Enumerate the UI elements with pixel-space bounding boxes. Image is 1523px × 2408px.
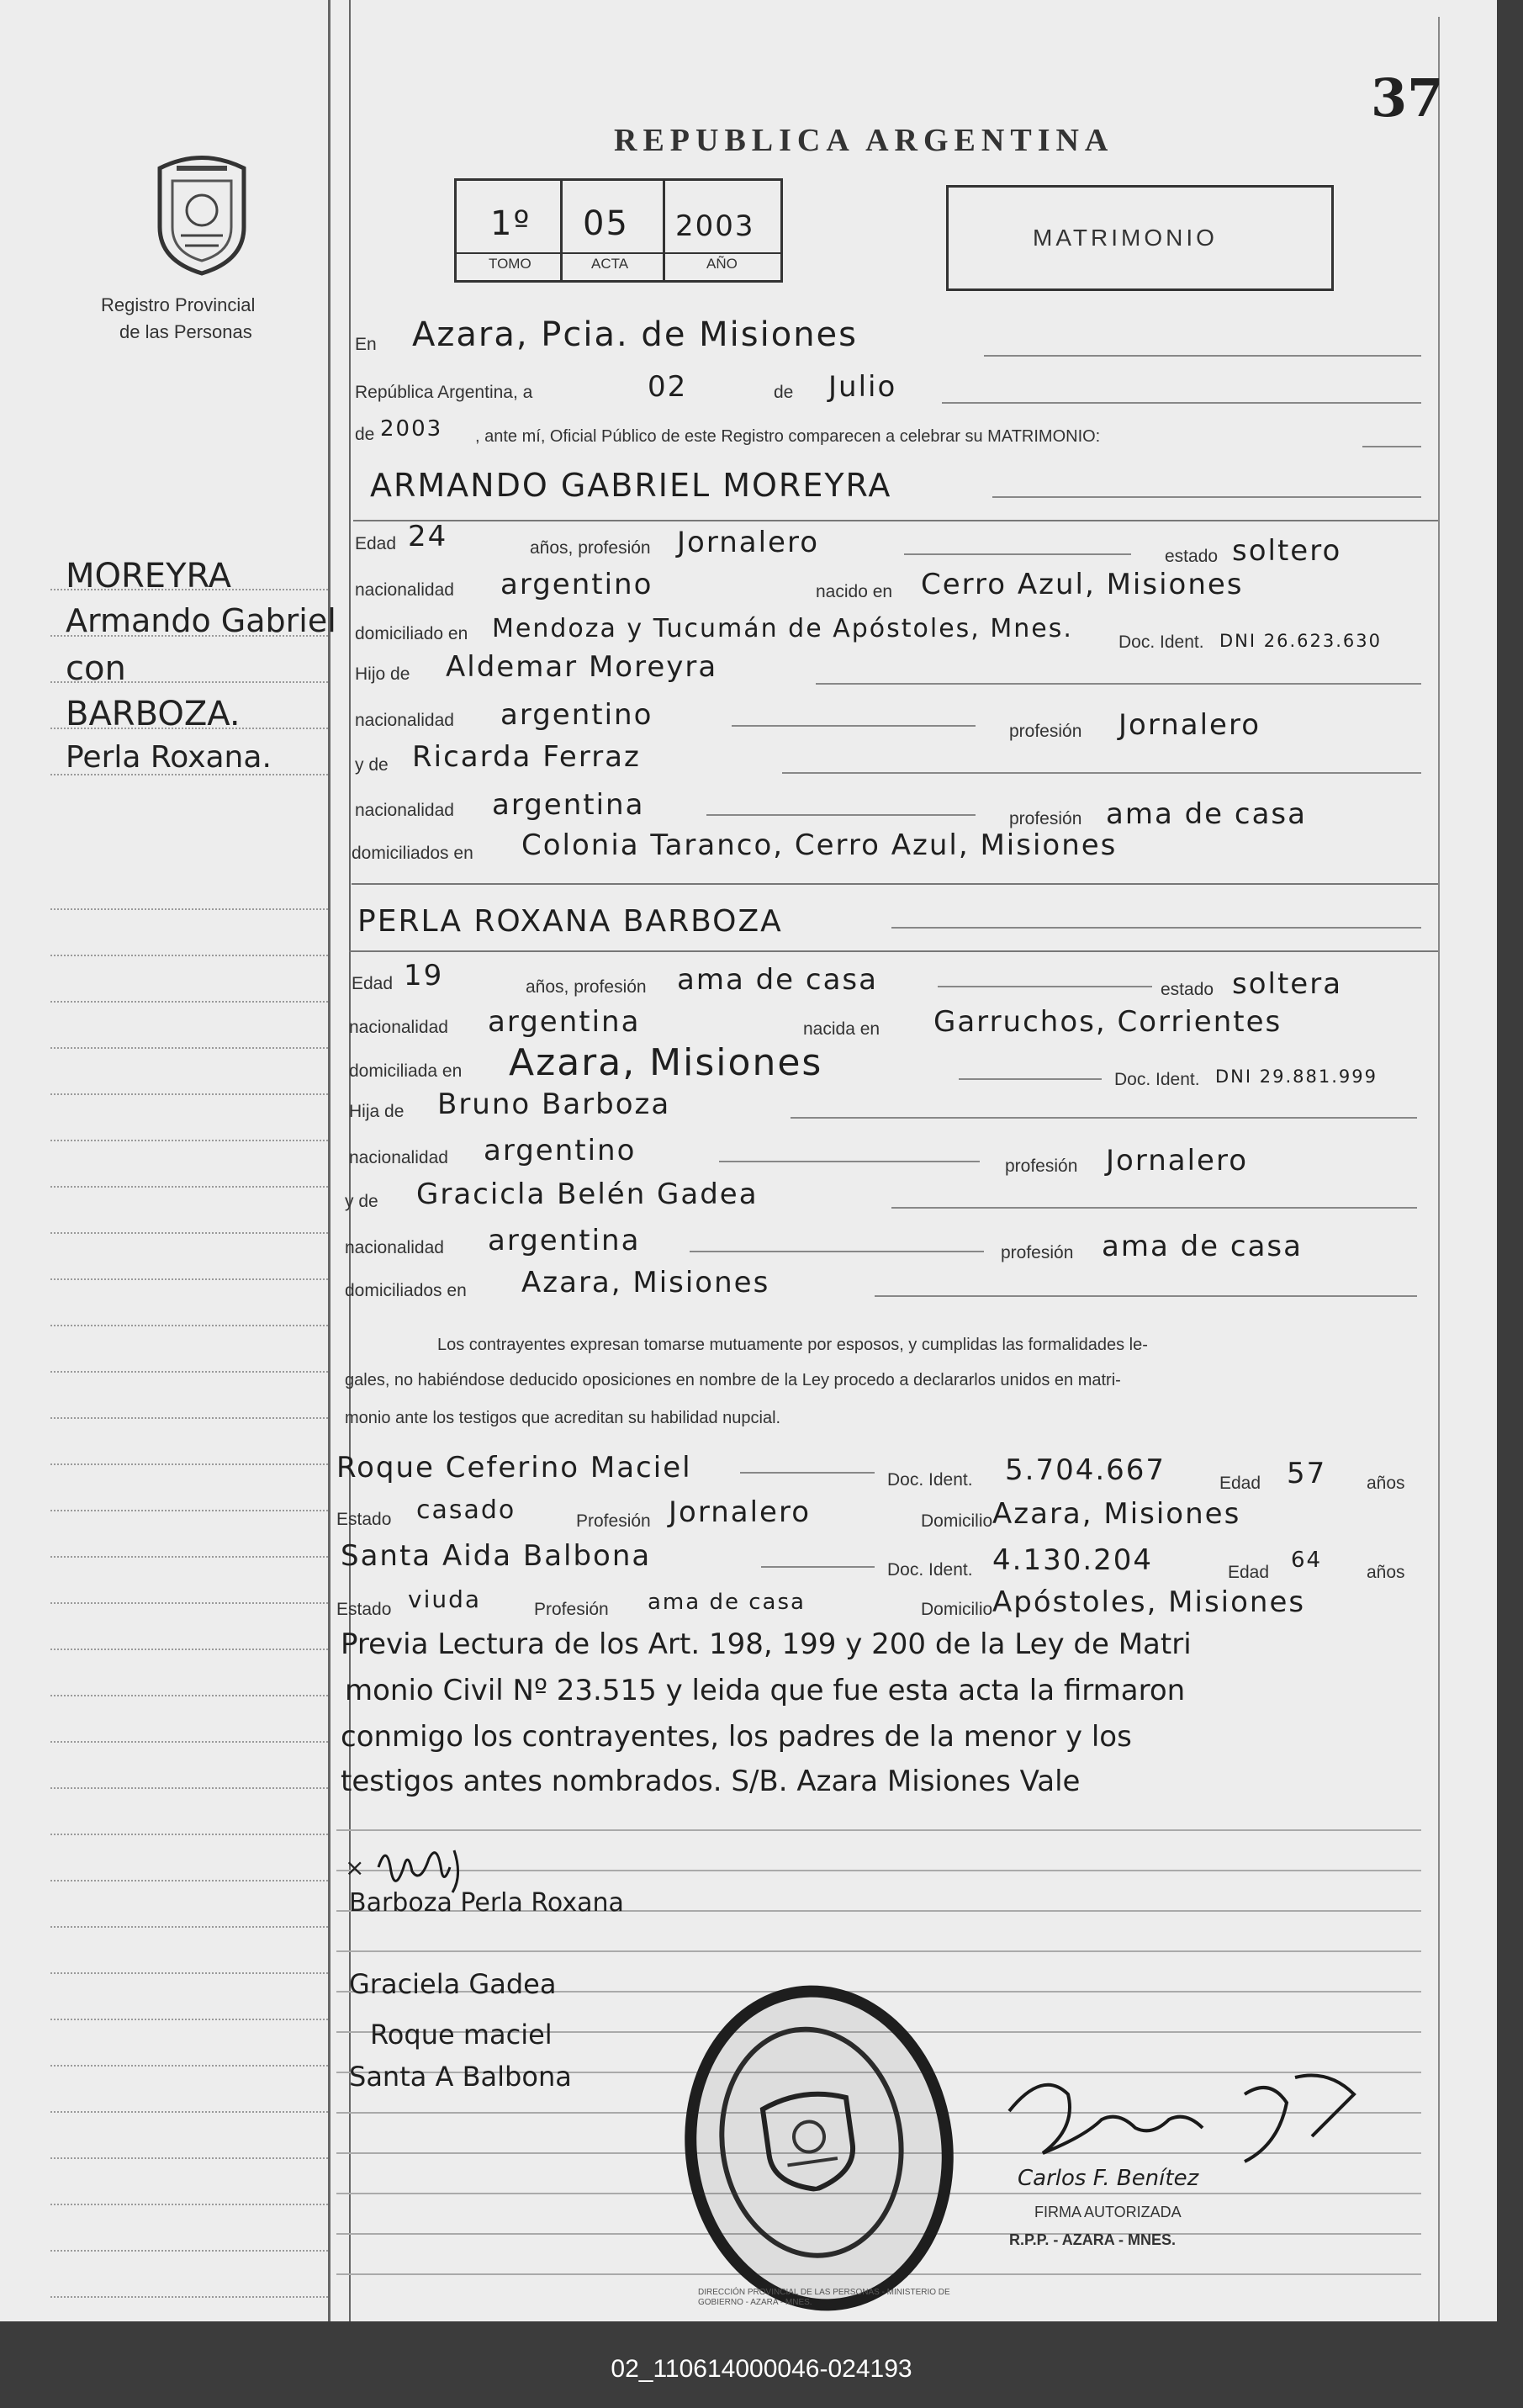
- groom-padre-nac-label: nacionalidad: [355, 711, 454, 730]
- groom-nac-label: nacionalidad: [355, 580, 454, 600]
- closing-line2: monio Civil Nº 23.515 y leida que fue esta acta la firmaron: [345, 1674, 1186, 1707]
- groom-estado-label: estado: [1165, 547, 1219, 566]
- bride-anos-label: años, profesión: [526, 977, 647, 997]
- rule: [690, 1251, 984, 1252]
- groom-profesion: Jornalero: [677, 526, 819, 559]
- witness2-domicilio: Apóstoles, Misiones: [992, 1585, 1306, 1619]
- witness1-domicilio: Azara, Misiones: [992, 1497, 1241, 1531]
- intro-place: Azara, Pcia. de Misiones: [412, 315, 858, 354]
- margin-dotted-row: [50, 1278, 328, 1280]
- ante-text: , ante mí, Oficial Público de este Registro comparecen a celebrar su MATRIMONIO:: [475, 427, 1101, 446]
- margin-dotted-row: [50, 1417, 328, 1419]
- margin-dotted-row: [50, 1556, 328, 1558]
- margin-dotted-row: [50, 1510, 328, 1511]
- groom-estado: soltero: [1232, 534, 1342, 568]
- groom-hijo-label: Hijo de: [355, 664, 410, 684]
- witness2-doc-label: Doc. Ident.: [887, 1560, 973, 1580]
- signature-5: Santa A Balbona: [349, 2061, 572, 2093]
- bride-nac-label: nacionalidad: [349, 1018, 448, 1037]
- rule: [1362, 446, 1421, 447]
- groom-padre-prof-label: profesión: [1009, 722, 1082, 741]
- margin-dotted-row: [50, 1325, 328, 1326]
- rule: [732, 725, 976, 727]
- bride-madre-nac-label: nacionalidad: [345, 1238, 444, 1257]
- witness1-anos-label: años: [1367, 1474, 1405, 1493]
- matrimonio-box: [946, 185, 1334, 291]
- witness1-profesion: Jornalero: [669, 1495, 811, 1529]
- rule: [349, 950, 1438, 952]
- rule: [740, 1472, 875, 1474]
- svg-text:×: ×: [345, 1854, 365, 1881]
- registry-emblem-icon: [143, 151, 261, 278]
- intro-year: 2003: [380, 416, 443, 442]
- seal-emblem-icon: [753, 2084, 867, 2199]
- closing-line3: conmigo los contrayentes, los padres de la menor y los: [341, 1720, 1132, 1754]
- rule: [891, 927, 1421, 929]
- margin-dotted-row: [50, 635, 328, 637]
- groom-padre-nac: argentino: [500, 698, 653, 732]
- margin-dotted-row: [50, 2250, 328, 2252]
- margin-dotted-row: [50, 1834, 328, 1835]
- margin-note-line4: BARBOZA.: [66, 695, 241, 733]
- bride-profesion: ama de casa: [677, 963, 878, 997]
- margin-dotted-row: [50, 1463, 328, 1465]
- groom-madre-nac-label: nacionalidad: [355, 801, 454, 820]
- rule: [942, 402, 1421, 404]
- declaration-line2: gales, no habiéndose deducido oposiciones en nombre de la Ley procedo a declararlos unidos en matri-: [345, 1371, 1121, 1389]
- rule: [782, 772, 1421, 774]
- witness1-profesion-label: Profesión: [576, 1511, 651, 1531]
- witness1-estado-label: Estado: [336, 1510, 392, 1529]
- margin-dotted-row: [50, 2204, 328, 2205]
- margin-dotted-row: [50, 1695, 328, 1696]
- witness2-name: Santa Aida Balbona: [341, 1539, 652, 1573]
- rule: [959, 1078, 1102, 1080]
- rule: [352, 883, 1438, 885]
- margin-dotted-row: [50, 1880, 328, 1881]
- officer-title: FIRMA AUTORIZADA: [1034, 2204, 1182, 2220]
- registry-name-line2: de las Personas: [119, 321, 252, 342]
- bride-hija-label: Hija de: [349, 1102, 405, 1121]
- margin-dotted-row: [50, 2065, 328, 2067]
- officer-office: R.P.P. - AZARA - MNES.: [1009, 2231, 1177, 2248]
- witness2-doc: 4.130.204: [992, 1543, 1154, 1577]
- margin-dotted-row: [50, 1047, 328, 1049]
- margin-dotted-row: [50, 2157, 328, 2159]
- margin-dotted-row: [50, 1001, 328, 1003]
- margin-note-line3: con: [66, 649, 126, 688]
- groom-edad: 24: [408, 520, 448, 553]
- margin-dotted-row: [50, 1972, 328, 1974]
- margin-dotted-row: [50, 908, 328, 910]
- witness2-profesion-label: Profesión: [534, 1600, 609, 1619]
- bride-estado: soltera: [1232, 967, 1343, 1001]
- page-number: 37: [1371, 67, 1444, 129]
- bride-edad-label: Edad: [352, 974, 394, 993]
- groom-nacionalidad: argentino: [500, 568, 653, 601]
- registry-name-line1: Registro Provincial: [101, 294, 256, 315]
- bride-madre-nac: argentina: [488, 1224, 641, 1257]
- official-seal: [664, 1968, 975, 2321]
- rule: [816, 683, 1421, 685]
- bride-dom-label: domiciliada en: [349, 1061, 463, 1081]
- margin-dotted-row: [50, 1787, 328, 1789]
- rule: [761, 1566, 875, 1568]
- bride-padres-domicilio: Azara, Misiones: [521, 1266, 770, 1299]
- signature-rule: [336, 1950, 1421, 1952]
- margin-dotted-row: [50, 1926, 328, 1928]
- rule: [353, 520, 1438, 521]
- rule: [992, 496, 1421, 498]
- margin-dotted-row: [50, 1371, 328, 1373]
- margin-dotted-row: [50, 589, 328, 590]
- margin-dotted-row: [50, 955, 328, 956]
- groom-padre-prof: Jornalero: [1118, 708, 1261, 742]
- bride-madre-prof: ama de casa: [1102, 1230, 1303, 1263]
- witness2-anos-label: años: [1367, 1563, 1405, 1582]
- document-title: MATRIMONIO: [1033, 225, 1218, 251]
- acta-value: 05: [583, 204, 629, 243]
- groom-madre-nac: argentina: [492, 788, 645, 822]
- bride-madre: Gracicla Belén Gadea: [416, 1178, 759, 1211]
- groom-nacido: Cerro Azul, Misiones: [921, 568, 1244, 601]
- rule: [791, 1117, 1417, 1119]
- rule: [719, 1161, 980, 1162]
- witness1-edad-label: Edad: [1219, 1474, 1261, 1493]
- en-label: En: [355, 335, 377, 354]
- footer-image-id: 02_110614000046-024193: [611, 2355, 912, 2383]
- bride-padre-prof-label: profesión: [1005, 1156, 1078, 1176]
- witness2-estado: viuda: [408, 1585, 482, 1613]
- witness1-doc: 5.704.667: [1005, 1453, 1166, 1487]
- rule: [891, 1207, 1417, 1209]
- signature-2: Barboza Perla Roxana: [349, 1888, 624, 1918]
- groom-padres-dom-label: domiciliados en: [352, 844, 473, 863]
- witness2-profesion: ama de casa: [648, 1590, 806, 1615]
- intro-month: Julio: [828, 370, 897, 404]
- margin-dotted-row: [50, 2019, 328, 2020]
- groom-padres-domicilio: Colonia Taranco, Cerro Azul, Misiones: [521, 828, 1118, 862]
- margin-dotted-row: [50, 2111, 328, 2113]
- groom-nacido-label: nacido en: [816, 582, 893, 601]
- signature-4: Roque maciel: [370, 2019, 553, 2051]
- groom-padre: Aldemar Moreyra: [446, 650, 718, 684]
- record-number-box: [454, 178, 783, 283]
- declaration-line3: monio ante los testigos que acreditan su habilidad nupcial.: [345, 1409, 781, 1427]
- margin-rule: [328, 0, 331, 2321]
- margin-dotted-row: [50, 728, 328, 729]
- groom-yde-label: y de: [355, 755, 389, 775]
- signature-rule: [336, 1829, 1421, 1831]
- margin-note-line5: Perla Roxana.: [66, 740, 272, 775]
- groom-doc: DNI 26.623.630: [1219, 631, 1382, 651]
- ano-value: 2003: [675, 209, 755, 243]
- margin-note-line2: Armando Gabriel: [66, 602, 336, 639]
- margin-dotted-row: [50, 1186, 328, 1188]
- bride-nacida-label: nacida en: [803, 1019, 880, 1039]
- bride-padres-dom-label: domiciliados en: [345, 1281, 467, 1300]
- bride-yde-label: y de: [345, 1192, 378, 1211]
- signature-3: Graciela Gadea: [349, 1968, 557, 2000]
- rule: [938, 986, 1152, 987]
- bride-doc: DNI 29.881.999: [1215, 1066, 1378, 1087]
- de-label: de: [774, 383, 794, 402]
- witness2-edad-label: Edad: [1228, 1563, 1270, 1582]
- margin-dotted-row: [50, 1602, 328, 1604]
- ano-label: AÑO: [706, 256, 738, 272]
- groom-anos-label: años, profesión: [530, 538, 651, 558]
- tomo-label: TOMO: [489, 256, 531, 272]
- margin-dotted-row: [50, 774, 328, 775]
- groom-madre-prof: ama de casa: [1106, 797, 1307, 831]
- witness1-estado: casado: [416, 1495, 516, 1525]
- groom-madre-prof-label: profesión: [1009, 809, 1082, 828]
- bride-name: PERLA ROXANA BARBOZA: [357, 904, 783, 939]
- republica-label: República Argentina, a: [355, 383, 533, 402]
- bride-estado-label: estado: [1161, 980, 1214, 999]
- margin-dotted-row: [50, 1741, 328, 1743]
- witness2-domicilio-label: Domicilio: [921, 1600, 993, 1619]
- bride-domicilio: Azara, Misiones: [509, 1041, 823, 1084]
- groom-edad-label: Edad: [355, 534, 397, 553]
- rule: [706, 814, 976, 816]
- groom-domicilio: Mendoza y Tucumán de Apóstoles, Mnes.: [492, 614, 1073, 643]
- bride-padre: Bruno Barboza: [437, 1088, 671, 1121]
- margin-dotted-row: [50, 1093, 328, 1095]
- bride-edad: 19: [404, 959, 444, 992]
- witness1-name: Roque Ceferino Maciel: [336, 1451, 692, 1484]
- rule: [984, 355, 1421, 357]
- acta-label: ACTA: [591, 256, 629, 272]
- witness1-edad: 57: [1287, 1457, 1327, 1490]
- groom-name: ARMANDO GABRIEL MOREYRA: [370, 467, 892, 504]
- groom-madre: Ricarda Ferraz: [412, 740, 641, 774]
- witness2-edad: 64: [1291, 1548, 1323, 1573]
- groom-doc-label: Doc. Ident.: [1118, 632, 1204, 652]
- margin-dotted-row: [50, 1140, 328, 1141]
- groom-dom-label: domiciliado en: [355, 624, 468, 643]
- right-rule: [1438, 17, 1440, 2321]
- margin-note-line1: MOREYRA: [66, 557, 232, 595]
- bride-doc-label: Doc. Ident.: [1114, 1070, 1200, 1089]
- officer-name: Carlos F. Benítez: [1018, 2166, 1199, 2191]
- margin-dotted-row: [50, 1649, 328, 1650]
- de2-label: de: [355, 425, 375, 444]
- margin-dotted-row: [50, 1232, 328, 1234]
- witness1-domicilio-label: Domicilio: [921, 1511, 993, 1531]
- bride-padre-nac: argentino: [484, 1134, 637, 1167]
- country-heading: REPUBLICA ARGENTINA: [614, 123, 1114, 158]
- bride-madre-prof-label: profesión: [1001, 1243, 1074, 1262]
- margin-dotted-row: [50, 2296, 328, 2298]
- witness1-doc-label: Doc. Ident.: [887, 1470, 973, 1490]
- margin-dotted-row: [50, 681, 328, 683]
- closing-line1: Previa Lectura de los Art. 198, 199 y 200 de la Ley de Matri: [341, 1627, 1192, 1661]
- rule: [904, 553, 1131, 555]
- witness2-estado-label: Estado: [336, 1600, 392, 1619]
- tomo-value: 1º: [490, 204, 531, 243]
- intro-day: 02: [648, 370, 688, 404]
- declaration-line1: Los contrayentes expresan tomarse mutuamente por esposos, y cumplidas las formalidades le-: [437, 1336, 1148, 1354]
- closing-line4: testigos antes nombrados. S/B. Azara Misiones Vale: [341, 1765, 1081, 1798]
- seal-text: DIRECCIÓN PROVINCIAL DE LAS PERSONAS - MINISTERIO DE GOBIERNO - AZARA - MNES.: [698, 2288, 950, 2307]
- bride-nacida: Garruchos, Corrientes: [933, 1005, 1282, 1039]
- rule: [875, 1295, 1417, 1297]
- bride-padre-prof: Jornalero: [1106, 1144, 1248, 1178]
- bride-nacionalidad: argentina: [488, 1005, 641, 1039]
- bride-padre-nac-label: nacionalidad: [349, 1148, 448, 1167]
